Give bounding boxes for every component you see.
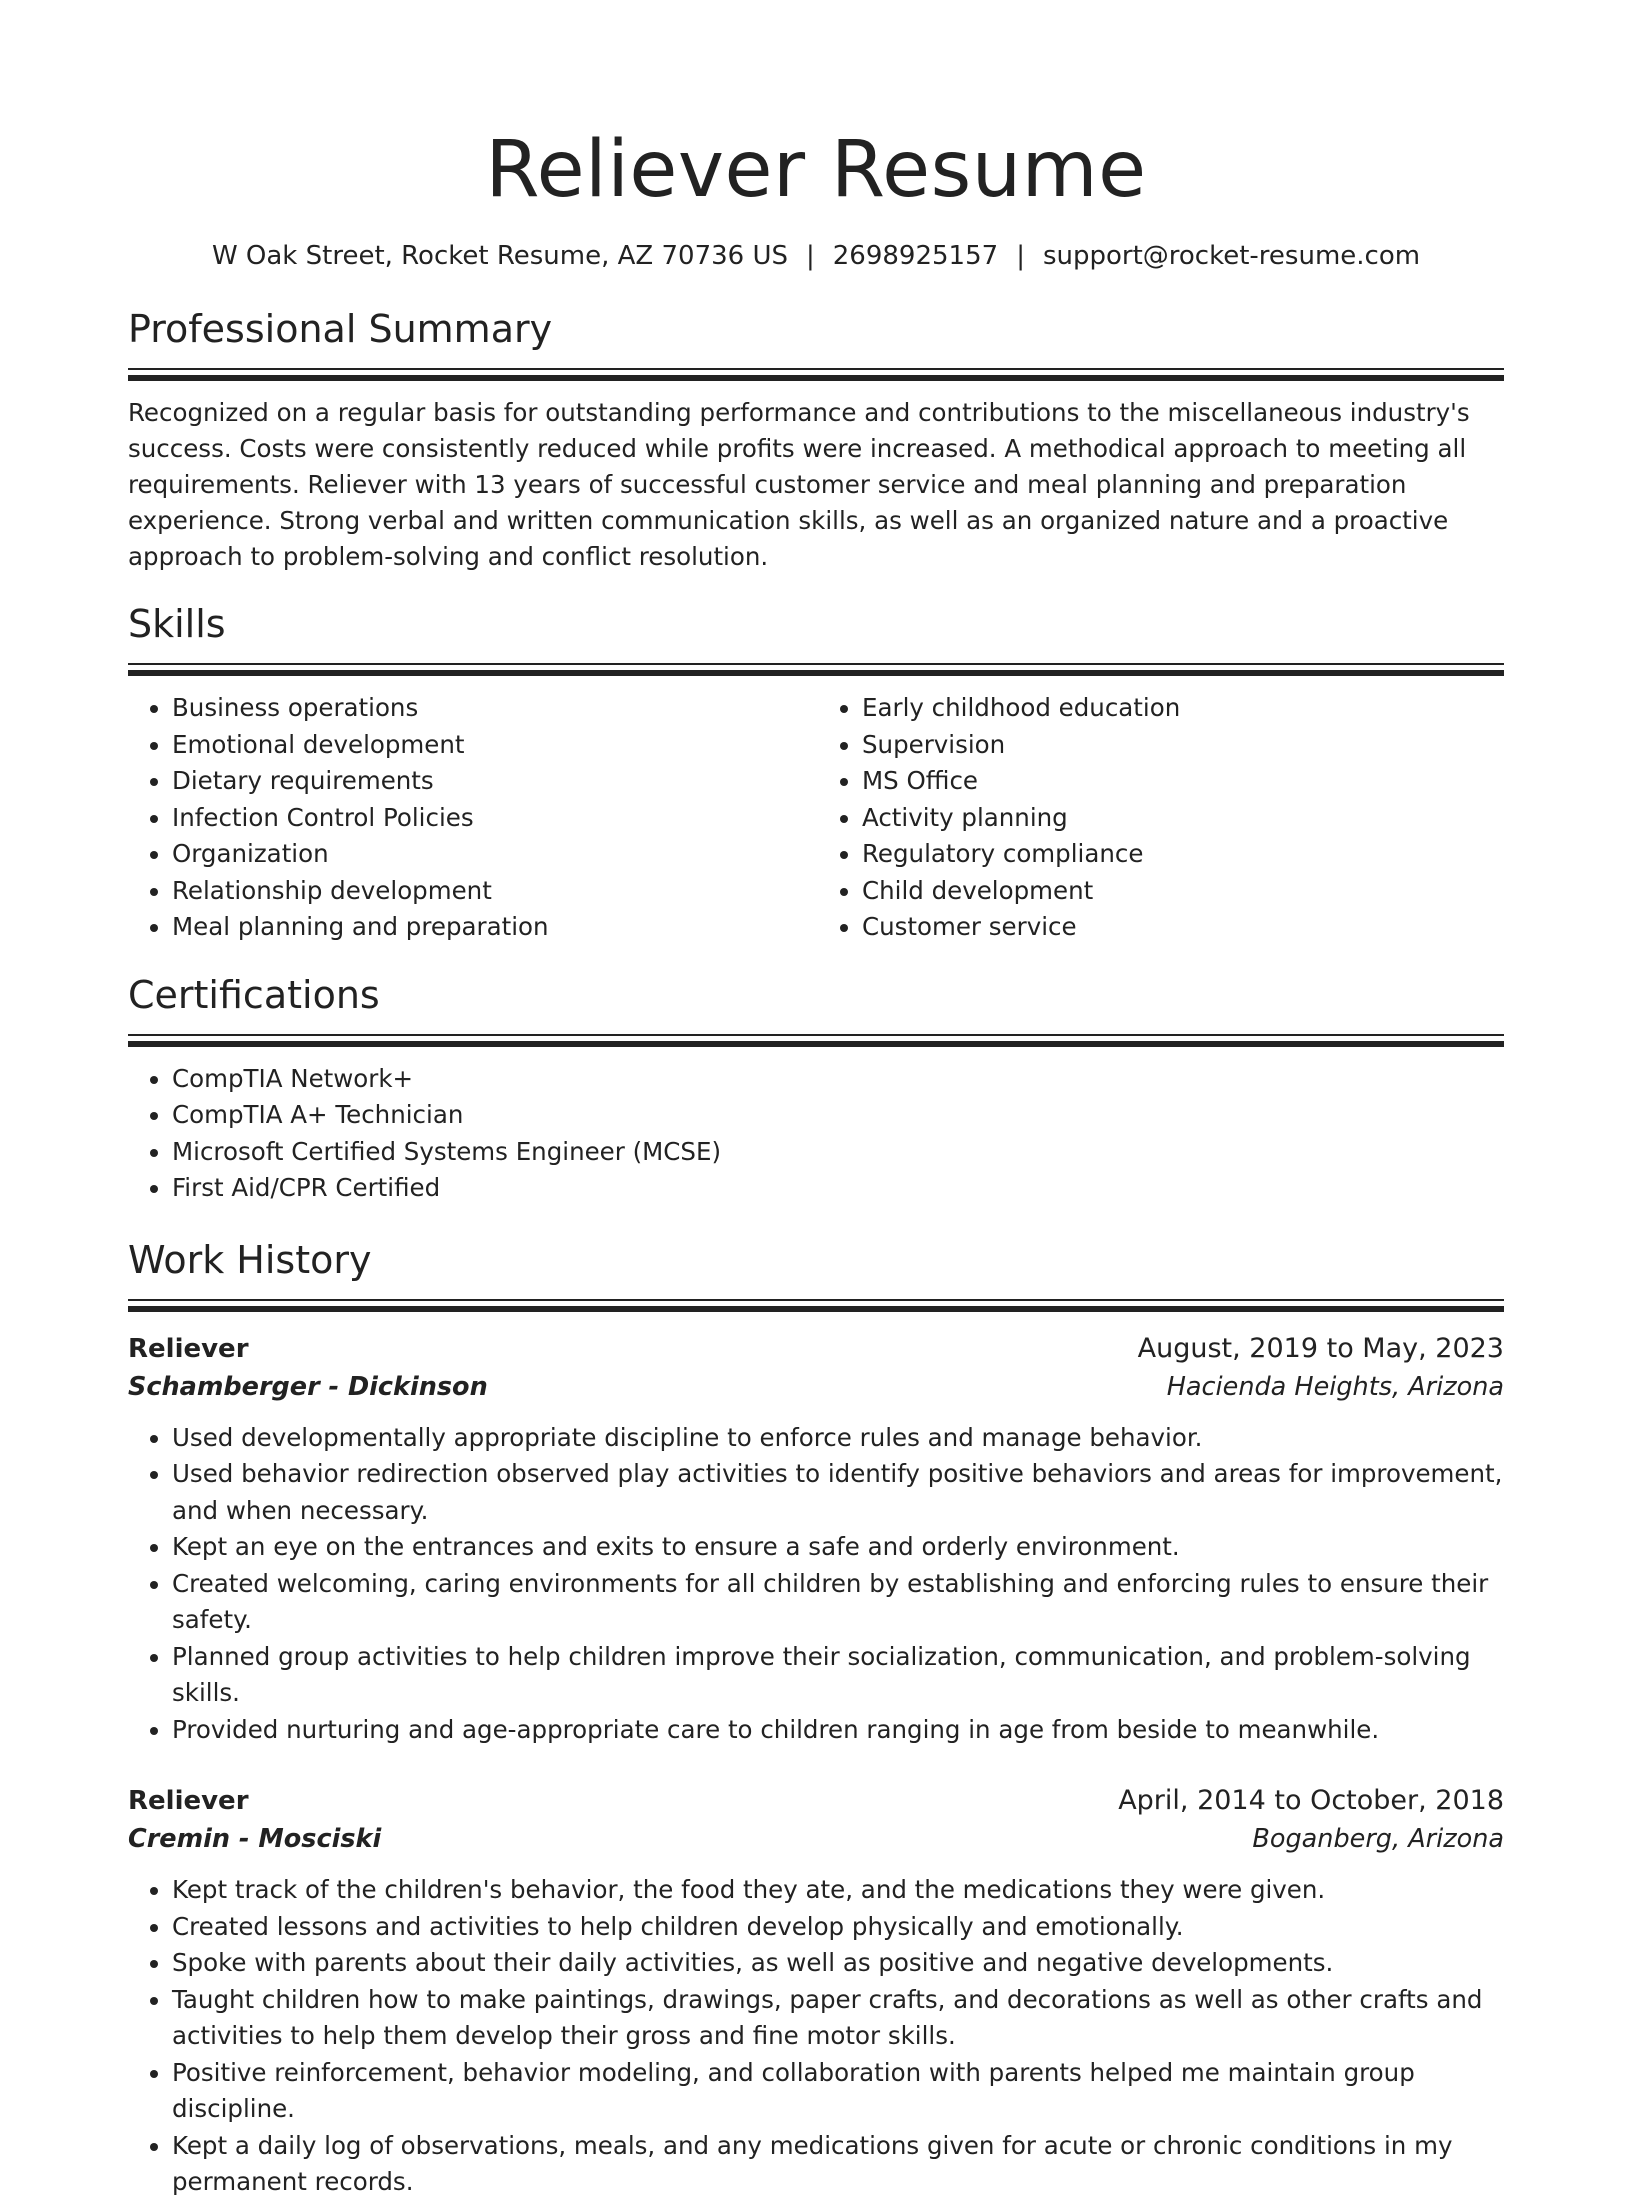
job-location: Boganberg, Arizona <box>1252 1824 1504 1854</box>
resume-title: Reliever Resume <box>485 125 1147 215</box>
contact-separator: | <box>806 241 815 271</box>
certification-item: • CompTIA A+ Technician <box>172 1097 1504 1134</box>
section-title-work-history: Work History <box>128 1237 372 1282</box>
job-header-row <box>128 1330 1504 1368</box>
section-divider <box>128 1299 1504 1312</box>
contact-phone: 2698925157 <box>832 241 999 271</box>
skill-item: • Regulatory compliance <box>862 836 1504 873</box>
summary-section <box>128 306 1504 575</box>
job-bullet: • Kept a daily log of observations, meals, and any medications given for acute or chronic conditions in my permanent records. <box>172 2128 1504 2201</box>
skill-item: • Dietary requirements <box>172 763 816 800</box>
job-title: Reliever <box>128 1786 249 1816</box>
job-bullet: • Used behavior redirection observed play activities to identify positive behaviors and areas for improvement, and when necessary. <box>172 1456 1504 1529</box>
section-title-skills: Skills <box>128 602 226 646</box>
summary-text: Recognized on a regular basis for outstanding performance and contributions to the miscellaneous industry's success. Costs were consistently reduced while profits were increased. A methodical approach to meeting all requirements. Reliever with 13 years of successful customer service and meal planning and preparation experience. Strong verbal and written communication skills, as well as an organized nature and a proactive approach to problem-solving and conflict resolution. <box>128 398 1470 571</box>
certification-item: • CompTIA Network+ <box>172 1061 1504 1098</box>
job-entry <box>128 1330 1504 1749</box>
section-divider <box>128 1034 1504 1047</box>
skill-item: • MS Office <box>862 763 1504 800</box>
skill-item: • Activity planning <box>862 800 1504 837</box>
job-header-row <box>128 1782 1504 1820</box>
skill-item: • Customer service <box>862 909 1504 946</box>
section-divider <box>128 368 1504 381</box>
certification-item: • First Aid/CPR Certified <box>172 1170 1504 1207</box>
job-bullet: • Planned group activities to help children improve their socialization, communication, and problem-solving skills. <box>172 1639 1504 1712</box>
certifications-list <box>128 1061 1504 1207</box>
skill-item: • Organization <box>172 836 816 873</box>
job-company-row <box>128 1368 1504 1406</box>
skills-right-list <box>816 690 1504 946</box>
job-dates: August, 2019 to May, 2023 <box>1137 1332 1504 1364</box>
certification-item: • Microsoft Certified Systems Engineer (MCSE) <box>172 1134 1504 1171</box>
skill-item: • Infection Control Policies <box>172 800 816 837</box>
job-bullet: • Provided nurturing and age-appropriate care to children ranging in age from beside to meanwhile. <box>172 1712 1504 1749</box>
job-bullet: • Taught children how to make paintings, drawings, paper crafts, and decorations as well as other crafts and activities to help them develop their gross and fine motor skills. <box>172 1982 1504 2055</box>
job-bullets <box>128 1872 1504 2201</box>
contact-address: W Oak Street, Rocket Resume, AZ 70736 US <box>211 241 788 271</box>
skill-item: • Business operations <box>172 690 816 727</box>
job-bullet: • Created lessons and activities to help children develop physically and emotionally. <box>172 1909 1504 1946</box>
job-bullet: • Positive reinforcement, behavior modeling, and collaboration with parents helped me maintain group discipline. <box>172 2055 1504 2128</box>
contact-email: support@rocket-resume.com <box>1042 241 1421 271</box>
work-history-section <box>128 1237 1504 2201</box>
section-title-summary: Professional Summary <box>128 307 553 351</box>
skill-item: • Meal planning and preparation <box>172 909 816 946</box>
job-dates: April, 2014 to October, 2018 <box>1118 1785 1504 1816</box>
contact-separator: | <box>1016 241 1025 271</box>
job-entry <box>128 1782 1504 2201</box>
resume-page <box>128 0 1504 2201</box>
job-company: Schamberger - Dickinson <box>128 1371 488 1402</box>
skill-item: • Relationship development <box>172 873 816 910</box>
job-company: Cremin - Mosciski <box>128 1824 382 1854</box>
section-divider <box>128 663 1504 676</box>
job-bullet: • Created welcoming, caring environments for all children by establishing and enforcing rules to ensure their safety. <box>172 1566 1504 1639</box>
section-title-certifications: Certifications <box>128 972 380 1017</box>
skill-item: • Emotional development <box>172 727 816 764</box>
contact-line <box>128 240 1504 272</box>
job-bullet: • Kept an eye on the entrances and exits to ensure a safe and orderly environment. <box>172 1529 1504 1566</box>
job-bullet: • Spoke with parents about their daily activities, as well as positive and negative developments. <box>172 1945 1504 1982</box>
skill-item: • Early childhood education <box>862 690 1504 727</box>
skill-item: • Supervision <box>862 727 1504 764</box>
skills-left-list <box>128 690 816 946</box>
skill-item: • Child development <box>862 873 1504 910</box>
job-bullet: • Used developmentally appropriate discipline to enforce rules and manage behavior. <box>172 1420 1504 1457</box>
job-company-row <box>128 1820 1504 1858</box>
skills-section <box>128 601 1504 946</box>
certifications-section <box>128 972 1504 1207</box>
job-bullets <box>128 1420 1504 1749</box>
job-location: Hacienda Heights, Arizona <box>1166 1371 1504 1402</box>
job-bullet: • Kept track of the children's behavior, the food they ate, and the medications they were given. <box>172 1872 1504 1909</box>
job-title: Reliever <box>128 1333 249 1364</box>
skills-grid <box>128 676 1504 946</box>
